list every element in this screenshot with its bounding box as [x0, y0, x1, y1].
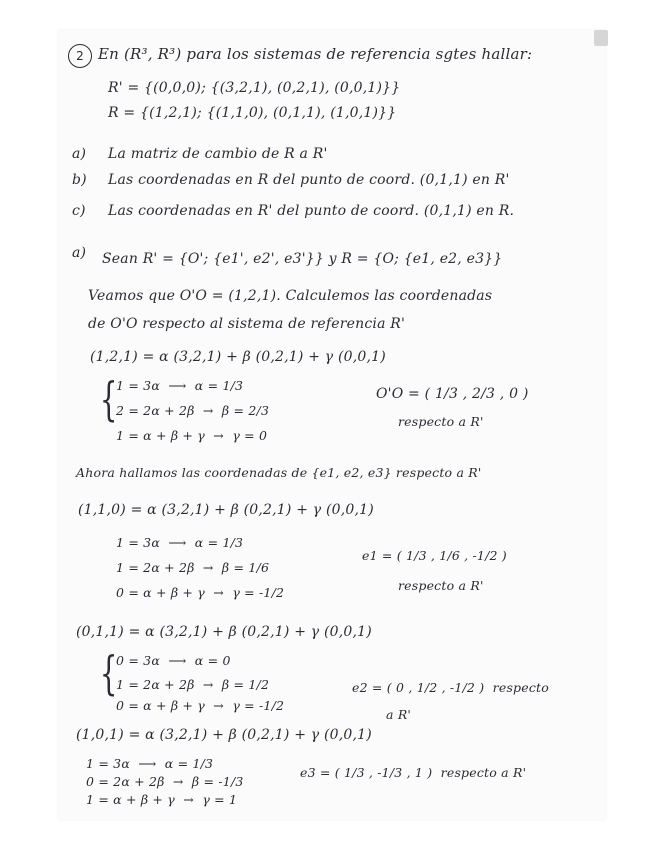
result-origin-note: respecto a R'	[398, 414, 484, 429]
solution-label: a)	[72, 245, 87, 261]
exercise-number: 2	[68, 44, 92, 68]
line-now: Ahora hallamos las coordenadas de {e1, e2, e3} respecto a R'	[76, 465, 482, 480]
item-b-text: Las coordenadas en R del punto de coord. (0,1,1) en R'	[108, 172, 510, 188]
equation-origin: (1,2,1) = α (3,2,1) + β (0,2,1) + γ (0,0,1)	[90, 349, 386, 365]
system-e2-row: 1 = 2α + 2β → β = 1/2	[116, 677, 270, 692]
item-c-label: c)	[72, 203, 86, 219]
item-b-label: b)	[72, 172, 87, 188]
solution-intro: Sean R' = {O'; {e1', e2', e3'}} y R = {O; {e1, e2, e3}}	[102, 251, 503, 267]
system-e1-row: 1 = 3α ⟶ α = 1/3	[116, 535, 244, 550]
reference-system-r-prime: R' = {(0,0,0); {(3,2,1), (0,2,1), (0,0,1)}}	[108, 80, 401, 96]
equation-e1: (1,1,0) = α (3,2,1) + β (0,2,1) + γ (0,0,1)	[78, 502, 374, 518]
equation-e3: (1,0,1) = α (3,2,1) + β (0,2,1) + γ (0,0,1)	[76, 727, 372, 743]
paper-corner-mark	[594, 30, 608, 46]
item-a-label: a)	[72, 146, 87, 162]
solution-line-3: de O'O respecto al sistema de referencia R'	[88, 316, 406, 332]
system-e3-row: 0 = 2α + 2β → β = -1/3	[86, 774, 244, 789]
system-origin-row: 1 = 3α ⟶ α = 1/3	[116, 378, 244, 393]
system-e2-row: 0 = α + β + γ → γ = -1/2	[116, 698, 285, 713]
result-e2-note: a R'	[386, 707, 412, 722]
result-e3: e3 = ( 1/3 , -1/3 , 1 ) respecto a R'	[300, 765, 527, 780]
system-e1-row: 0 = α + β + γ → γ = -1/2	[116, 585, 285, 600]
reference-system-r: R = {(1,2,1); {(1,1,0), (0,1,1), (1,0,1)}}	[108, 105, 397, 121]
system-e3-row: 1 = 3α ⟶ α = 1/3	[86, 756, 214, 771]
system-e2-row: 0 = 3α ⟶ α = 0	[116, 653, 231, 668]
system-origin-row: 1 = α + β + γ → γ = 0	[116, 428, 268, 443]
solution-line-2: Veamos que O'O = (1,2,1). Calculemos las coordenadas	[88, 288, 493, 304]
result-e1: e1 = ( 1/3 , 1/6 , -1/2 )	[362, 548, 507, 563]
system-e1-row: 1 = 2α + 2β → β = 1/6	[116, 560, 270, 575]
system-brace: {	[99, 372, 118, 426]
system-e3-row: 1 = α + β + γ → γ = 1	[86, 792, 238, 807]
system-brace: {	[99, 646, 118, 700]
system-origin-row: 2 = 2α + 2β → β = 2/3	[116, 403, 270, 418]
item-a-text: La matriz de cambio de R a R'	[108, 146, 328, 162]
equation-e2: (0,1,1) = α (3,2,1) + β (0,2,1) + γ (0,0,1)	[76, 624, 372, 640]
result-origin: O'O = ( 1/3 , 2/3 , 0 )	[376, 386, 529, 402]
item-c-text: Las coordenadas en R' del punto de coord. (0,1,1) en R.	[108, 203, 515, 219]
exercise-statement: En (R³, R³) para los sistemas de referencia sgtes hallar:	[98, 45, 533, 63]
result-e1-note: respecto a R'	[398, 578, 484, 593]
result-e2: e2 = ( 0 , 1/2 , -1/2 ) respecto	[352, 680, 550, 695]
